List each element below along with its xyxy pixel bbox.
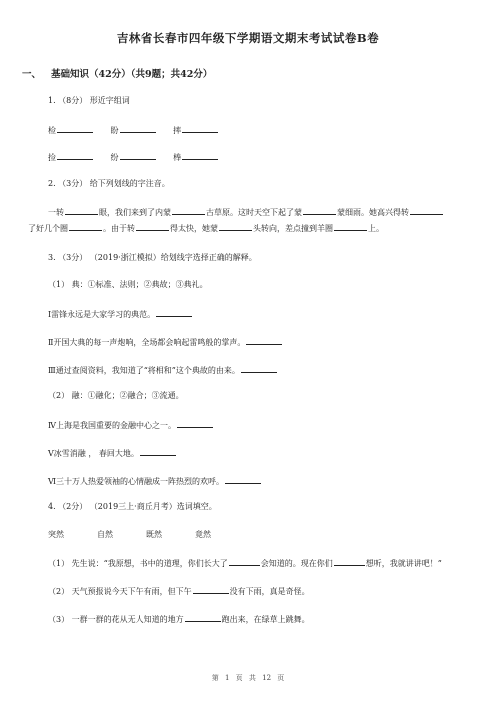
q4-text: 跑出来，在绿草上跳舞。: [221, 615, 310, 624]
footer-text: 第: [211, 674, 219, 682]
q3-item-5: [48, 446, 177, 459]
q1-char: 捡: [48, 153, 56, 162]
q2-line-2: [28, 221, 384, 234]
q4-sentence-2: [48, 584, 310, 597]
q3-item-3: [48, 363, 278, 376]
page-title: 吉林省长春市四年级下学期语文期末考试试卷B卷: [116, 31, 380, 45]
answer-blank[interactable]: [219, 221, 252, 231]
question-1-heading: 1. （8分） 形近字组词: [48, 96, 130, 105]
answer-blank[interactable]: [193, 584, 229, 594]
answer-blank[interactable]: [334, 556, 365, 566]
word-option: 竟然: [195, 530, 211, 539]
q3-item-1: [48, 307, 193, 320]
footer-text: 共: [248, 674, 256, 682]
answer-blank[interactable]: [120, 150, 156, 160]
answer-blank[interactable]: [136, 221, 169, 231]
q1-row-2: [48, 150, 219, 163]
q1-char: 盼: [110, 126, 119, 135]
word-option: 既然: [146, 530, 162, 539]
footer-text: 页: [235, 674, 243, 682]
q3-item-text: Ⅴ冰雪消融 ， 春回大地。: [48, 449, 139, 458]
section-label: 基础知识（42分）（共9题；共42分）: [51, 69, 213, 80]
q2-text: 蒙细雨。她高兴得转: [337, 208, 409, 217]
q1-char: 摔: [173, 126, 182, 135]
answer-blank[interactable]: [410, 205, 443, 215]
answer-blank[interactable]: [156, 307, 192, 317]
q3-item-text: Ⅳ上海是我国重要的金融中心之一。: [48, 421, 176, 430]
answer-blank[interactable]: [246, 335, 282, 345]
q4-text: （1） 先生说：“我原想，书中的道理，你们长大了: [48, 559, 228, 568]
answer-blank[interactable]: [303, 205, 336, 215]
q3-item-text: Ⅰ雷锋永远是大家学习的典范。: [48, 310, 156, 319]
question-4-heading: 4. （2分） （2019三上·商丘月考）选词填空。: [48, 502, 217, 511]
answer-blank[interactable]: [140, 446, 176, 456]
q3-item-4: [48, 418, 214, 431]
q2-text: 了好几个圈: [28, 224, 68, 233]
word-option: 突然: [48, 530, 64, 539]
q3-item-text: Ⅲ通过查阅资料，我知道了“将相和”这个典故的由来。: [48, 366, 240, 375]
q2-text: 一转: [48, 208, 64, 217]
q3-item-text: Ⅵ三十万人热爱领袖的心情融成一阵热烈的欢呼。: [48, 477, 225, 486]
word-option: 自然: [97, 530, 113, 539]
section-number: 一、: [22, 69, 42, 80]
page-total: 12: [262, 674, 272, 682]
answer-blank[interactable]: [229, 556, 260, 566]
question-3-heading: 3. （3分） （2019·浙江模拟）给划线字选择正确的解释。: [48, 253, 257, 262]
answer-blank[interactable]: [241, 363, 277, 373]
section-heading: [22, 66, 212, 80]
answer-blank[interactable]: [225, 474, 261, 484]
answer-blank[interactable]: [182, 123, 218, 133]
answer-blank[interactable]: [172, 205, 205, 215]
answer-blank[interactable]: [65, 205, 98, 215]
answer-blank[interactable]: [182, 150, 218, 160]
q2-text: 古草原。这时天空下起了蒙: [206, 208, 302, 217]
q2-text: 眼，我们来到了内蒙: [99, 208, 171, 217]
q2-line-1: [48, 205, 444, 218]
q3-part-1: （1） 典：①标准、法则；②典故；③典礼。: [48, 280, 208, 289]
q1-char: 检: [48, 126, 56, 135]
page-footer: [0, 673, 496, 683]
answer-blank[interactable]: [177, 418, 213, 428]
footer-text: 页: [277, 674, 285, 682]
q4-text: （3） 一群一群的花从无人知道的地方: [48, 615, 184, 624]
q3-part-2: （2） 融：①融化；②融合；③流通。: [48, 391, 184, 400]
q4-sentence-3: [48, 612, 310, 625]
q3-item-6: [48, 474, 262, 487]
q3-item-text: Ⅱ开国大典的每一声炮响，全场都会响起雷鸣般的掌声。: [48, 338, 246, 347]
q4-text: （2） 天气预报说今天下午有雨，但下午: [48, 587, 192, 596]
page-number: 1: [224, 674, 230, 682]
question-2-heading: 2. （3分） 给下列划线的字注音。: [48, 179, 170, 188]
q1-row-1: [48, 123, 219, 136]
answer-blank[interactable]: [69, 221, 102, 231]
q2-text: 头转向，差点撞到羊圈: [253, 224, 333, 233]
q1-char: 纷: [110, 153, 119, 162]
q2-text: 。由于转: [103, 224, 135, 233]
q4-text: 会知道的。现在你们: [260, 559, 333, 568]
q2-text: 得太快，她蒙: [170, 224, 218, 233]
answer-blank[interactable]: [334, 221, 367, 231]
q4-word-bank: [48, 529, 211, 540]
answer-blank[interactable]: [57, 123, 93, 133]
answer-blank[interactable]: [185, 612, 221, 622]
q4-text: 没有下雨，真是奇怪。: [229, 587, 310, 596]
answer-blank[interactable]: [120, 123, 156, 133]
q4-text: 想听，我就讲讲吧！”: [365, 559, 442, 568]
q4-sentence-1: [48, 556, 442, 569]
q1-char: 棒: [173, 153, 182, 162]
q3-item-2: [48, 335, 283, 348]
q2-text: 上。: [368, 224, 384, 233]
answer-blank[interactable]: [57, 150, 93, 160]
